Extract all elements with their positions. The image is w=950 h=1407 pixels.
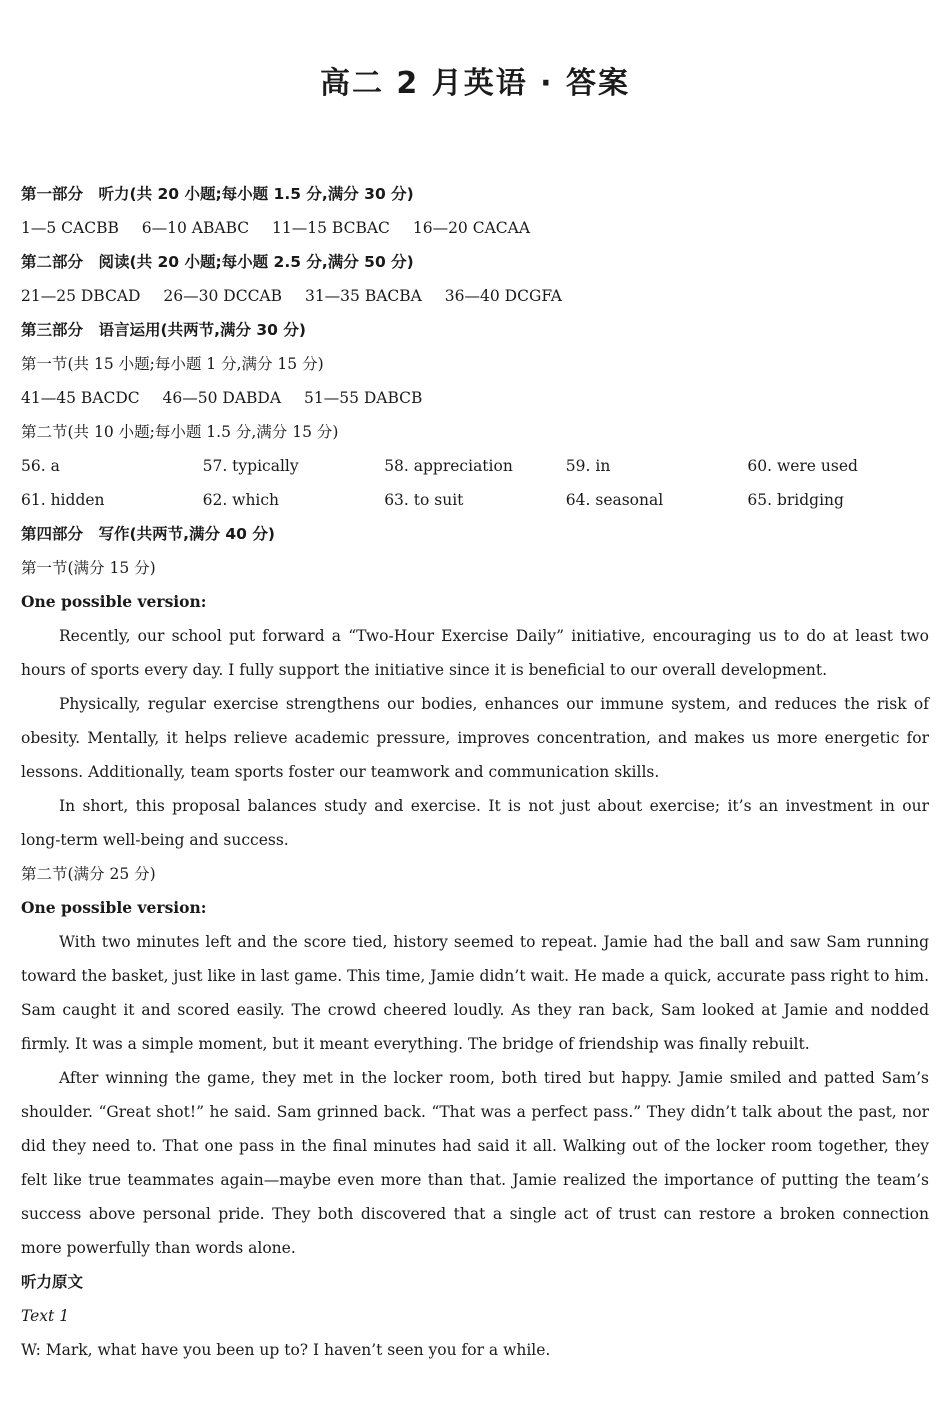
- answer-range: 16—20 CACAA: [412, 219, 531, 237]
- answer-range: 31—35 BACBA: [304, 287, 422, 305]
- part4-section1-heading: 第一节(满分 15 分): [21, 559, 156, 577]
- fill-blank-answer: 58. appreciation: [384, 457, 513, 475]
- answer-range: 21—25 DBCAD: [21, 287, 141, 305]
- fill-blank-row-2: [21, 483, 929, 517]
- fill-blank-answer: 57. typically: [202, 457, 299, 475]
- part3-section1-answers: [21, 381, 929, 415]
- fill-blank-answer: 64. seasonal: [565, 491, 664, 509]
- answer-range: 51—55 DABCB: [304, 389, 423, 407]
- part2-answers: [21, 279, 929, 313]
- answer-range: 6—10 ABABC: [141, 219, 250, 237]
- answer-content: [21, 177, 929, 1367]
- part4-heading: 第四部分 写作(共两节,满分 40 分): [21, 525, 275, 543]
- answer-range: 1—5 CACBB: [21, 219, 119, 237]
- part1-answers: [21, 211, 929, 245]
- possible-version-label: One possible version:: [21, 592, 207, 611]
- essay-paragraph: Recently, our school put forward a “Two-Hour Exercise Daily” initiative, encouraging us to do at least two hours of sports every day. I fully support the initiative since it is beneficial to our overall development.: [21, 627, 929, 679]
- fill-blank-answer: 56. a: [21, 457, 60, 475]
- fill-blank-answer: 65. bridging: [747, 491, 844, 509]
- story-paragraph: After winning the game, they met in the locker room, both tired but happy. Jamie smiled and patted Sam’s shoulder. “Great shot!” he said. Sam grinned back. “That was a perfect pass.” They didn’t talk about the past, nor did they need to. That one pass in the final minutes had said it all. Walking out of the locker room together, they felt like true teammates again—maybe even more than that. Jamie realized the importance of putting the team’s success above personal pride. They both discovered that a single act of trust can restore a broken connection more powerfully than words alone.: [21, 1069, 929, 1257]
- part1-heading: 第一部分 听力(共 20 小题;每小题 1.5 分,满分 30 分): [21, 185, 414, 203]
- listening-transcript-heading: 听力原文: [21, 1273, 84, 1291]
- part3-section2-heading: 第二节(共 10 小题;每小题 1.5 分,满分 15 分): [21, 423, 339, 441]
- fill-blank-answer: 61. hidden: [21, 491, 105, 509]
- fill-blank-row-1: [21, 449, 929, 483]
- possible-version-label: One possible version:: [21, 898, 207, 917]
- part3-section1-heading: 第一节(共 15 小题;每小题 1 分,满分 15 分): [21, 355, 324, 373]
- answer-range: 46—50 DABDA: [162, 389, 282, 407]
- fill-blank-answer: 59. in: [565, 457, 611, 475]
- answer-range: 36—40 DCGFA: [444, 287, 562, 305]
- fill-blank-answer: 63. to suit: [384, 491, 464, 509]
- page-title: 高二 2 月英语 · 答案: [319, 66, 631, 101]
- essay-paragraph: In short, this proposal balances study and exercise. It is not just about exercise; it’s an investment in our long-term well-being and success.: [21, 797, 929, 849]
- part3-heading: 第三部分 语言运用(共两节,满分 30 分): [21, 321, 306, 339]
- story-paragraph: With two minutes left and the score tied, history seemed to repeat. Jamie had the ball and saw Sam running toward the basket, just like in last game. This time, Jamie didn’t wait. He made a quick, accurate pass right to him. Sam caught it and scored easily. The crowd cheered loudly. As they ran back, Sam looked at Jamie and nodded firmly. It was a simple moment, but it meant everything. The bridge of friendship was finally rebuilt.: [21, 933, 929, 1053]
- transcript-line: W: Mark, what have you been up to? I haven’t seen you for a while.: [21, 1341, 551, 1359]
- text-label: Text 1: [21, 1307, 70, 1325]
- answer-range: 41—45 BACDC: [21, 389, 140, 407]
- answer-range: 11—15 BCBAC: [272, 219, 390, 237]
- part2-heading: 第二部分 阅读(共 20 小题;每小题 2.5 分,满分 50 分): [21, 253, 414, 271]
- essay-paragraph: Physically, regular exercise strengthens our bodies, enhances our immune system, and reduces the risk of obesity. Mentally, it helps relieve academic pressure, improves concentration, and makes us more energetic for lessons. Additionally, team sports foster our teamwork and communication skills.: [21, 695, 929, 781]
- fill-blank-answer: 62. which: [202, 491, 280, 509]
- answer-range: 26—30 DCCAB: [163, 287, 283, 305]
- fill-blank-answer: 60. were used: [747, 457, 858, 475]
- part4-section2-heading: 第二节(满分 25 分): [21, 865, 156, 883]
